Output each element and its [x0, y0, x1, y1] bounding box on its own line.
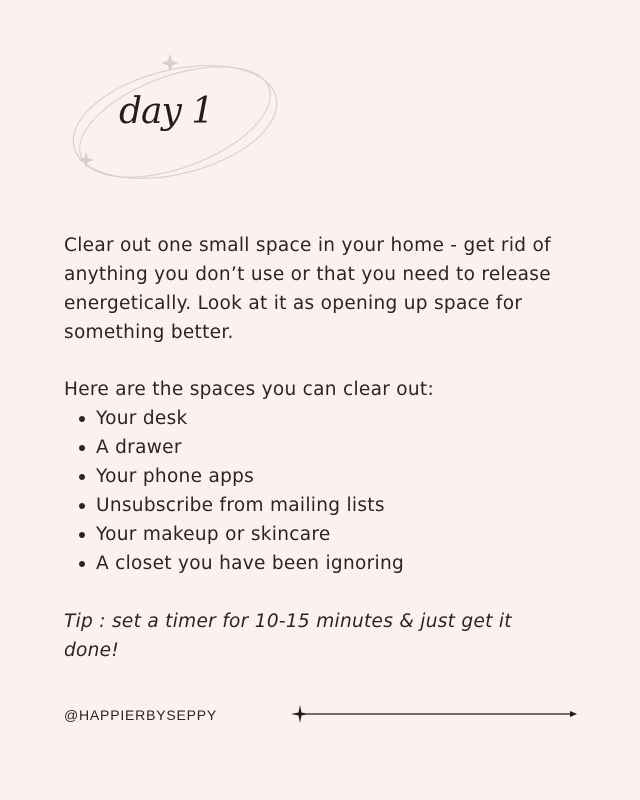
page-title: day 1 [119, 91, 214, 132]
list-item-label: Your phone apps [96, 466, 255, 487]
list-item [64, 520, 404, 549]
bullet-icon [79, 532, 85, 538]
bullet-icon [79, 445, 85, 451]
intro-paragraph: Clear out one small space in your home - get rid of anything you don’t use or that you need to release energetically. Look at it as opening up space for something better. [64, 235, 551, 343]
bullet-icon [79, 503, 85, 509]
tip-text: Tip : set a timer for 10-15 minutes & just get it done! [64, 611, 512, 661]
list-item-label: Your makeup or skincare [96, 524, 331, 545]
list-item [64, 433, 404, 462]
list-item-label: A drawer [96, 437, 182, 458]
list-item [64, 462, 404, 491]
sparkle-icon [161, 54, 179, 72]
list-item-label: Your desk [96, 408, 188, 429]
spaces-list [64, 404, 404, 578]
instagram-handle: @HAPPIERBYSEPPY [64, 707, 218, 723]
bullet-icon [79, 561, 85, 567]
bullet-icon [79, 416, 85, 422]
arrow-divider-icon [290, 702, 580, 726]
spaces-intro: Here are the spaces you can clear out: [64, 379, 435, 400]
list-item-label: Unsubscribe from mailing lists [96, 495, 385, 516]
bullet-icon [79, 474, 85, 480]
list-item-label: A closet you have been ignoring [96, 553, 405, 574]
list-item [64, 549, 404, 578]
list-item [64, 491, 404, 520]
list-item [64, 404, 404, 433]
